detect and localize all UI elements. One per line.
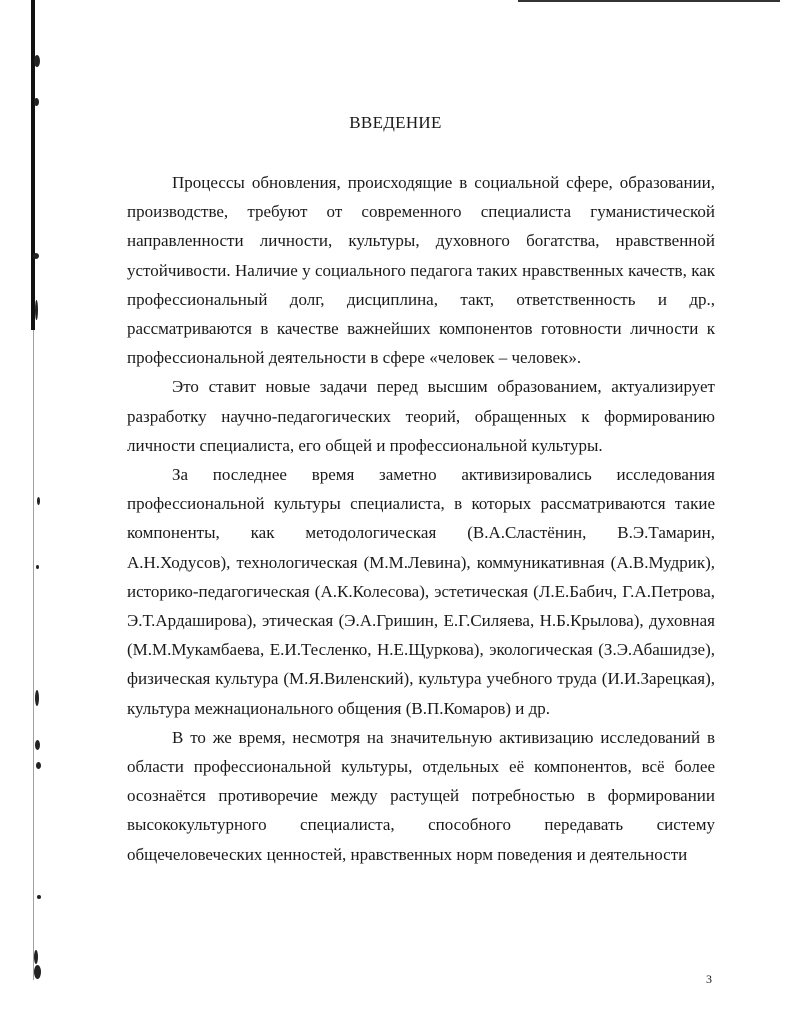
scan-speck bbox=[36, 762, 41, 769]
chapter-title: ВВЕДЕНИЕ bbox=[349, 113, 442, 132]
body-text bbox=[127, 168, 715, 869]
scan-speck bbox=[35, 740, 40, 750]
scan-speck bbox=[33, 253, 39, 259]
scan-speck bbox=[35, 300, 38, 320]
scan-top-rule bbox=[518, 0, 780, 2]
paragraph: В то же время, несмотря на значительную активизацию исследований в области профессиональной культуры, отдельных её компонентов, всё более осознаётся противоречие между растущей потребностью в формировании высококультурного специалиста, способного передавать систему общечеловеческих ценностей, нравственных норм поведения и деятельности bbox=[127, 727, 715, 864]
scan-speck bbox=[34, 965, 41, 979]
scan-speck bbox=[34, 98, 39, 106]
scan-speck bbox=[34, 55, 40, 67]
paragraph: За последнее время заметно активизировались исследования профессиональной культуры специалиста, в которых рассматриваются такие компоненты, как методологическая (В.А.Сластёнин, В.Э.Тамарин, А.Н.Ходусов), технологическая (М.М.Левина), коммуникативная (А.В.Мудрик), историко-педагогическая (А.К.Колесова), эстетическая (Л.Е.Бабич, Г.А.Петрова, Э.Т.Ардаширова), этическая (Э.А.Гришин, Е.Г.Силяева, Н.Б.Крылова), духовная (М.М.Мукамбаева, Е.И.Тесленко, Н.Е.Щуркова), экологическая (З.Э.Абашидзе), физическая культура (М.Я.Виленский), культура учебного труда (И.И.Зарецкая), культура межнационального общения (В.П.Комаров) и др. bbox=[127, 465, 715, 718]
page-number: 3 bbox=[706, 972, 712, 986]
scan-binding-edge bbox=[31, 0, 35, 330]
scan-speck bbox=[36, 565, 39, 569]
scan-speck bbox=[35, 690, 39, 706]
scan-speck bbox=[37, 895, 41, 899]
scan-speck bbox=[37, 497, 40, 505]
scan-speck bbox=[34, 950, 38, 964]
scan-binding-edge-faint bbox=[33, 330, 34, 980]
paragraph: Процессы обновления, происходящие в социальной сфере, образовании, производстве, требуют от современного специалиста гуманистической направленности личности, культуры, духовного богатства, нравственной устойчивости. Наличие у социального педагога таких нравственных качеств, как профессиональный долг, дисциплина, такт, ответственность и др., рассматриваются в качестве важнейших компонентов готовности личности к профессиональной деятельности в сфере «человек – человек». bbox=[127, 173, 715, 368]
paragraph: Это ставит новые задачи перед высшим образованием, актуализирует разработку научно-педагогических теорий, обращенных к формированию личности специалиста, его общей и профессиональной культуры. bbox=[127, 377, 715, 455]
